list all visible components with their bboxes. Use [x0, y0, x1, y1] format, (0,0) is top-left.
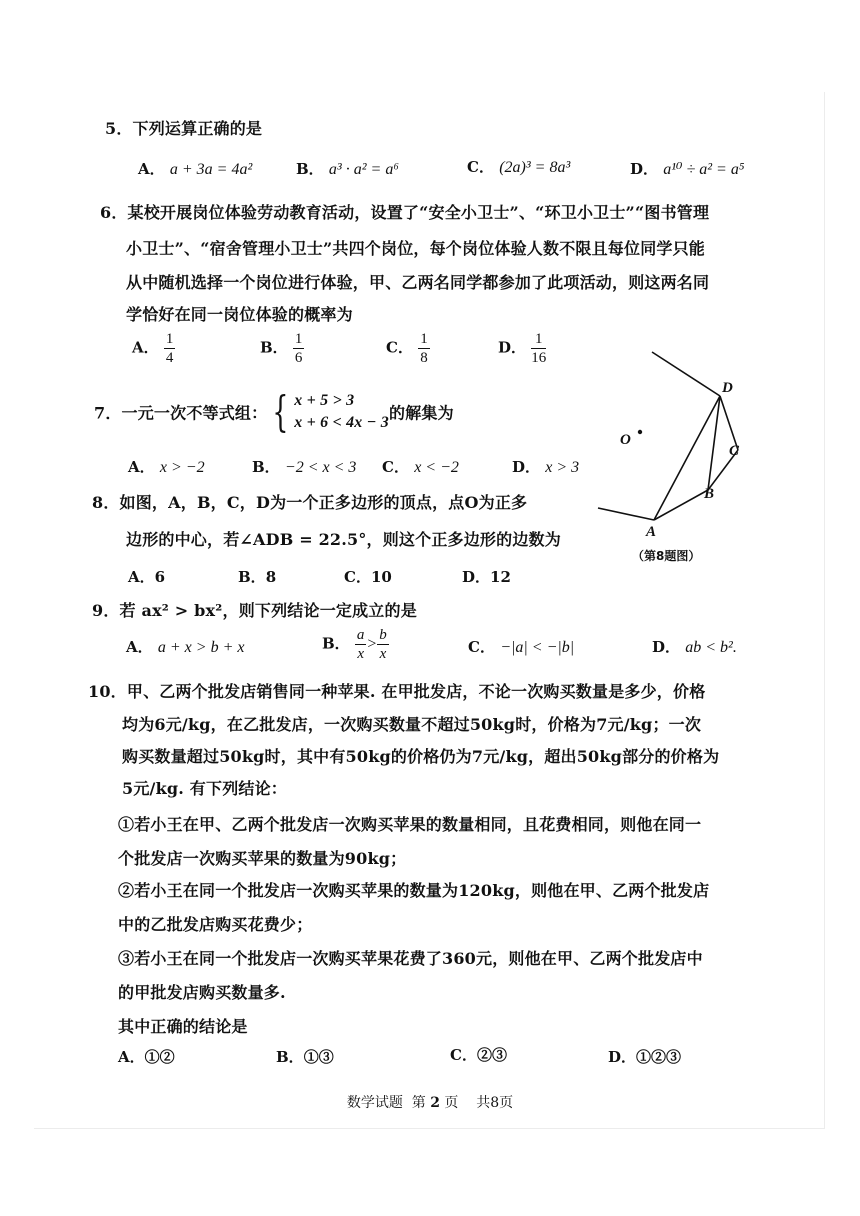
q6-line-1: 6．某校开展岗位体验劳动教育活动，设置了“安全小卫士”、“环卫小卫士”“图书管理 — [100, 203, 710, 222]
footer-page-unit: 页 — [444, 1095, 459, 1111]
q8-line-1: 8．如图，A，B，C，D为一个正多边形的顶点，点O为正多 — [92, 493, 528, 512]
q6-line-3: 从中随机选择一个岗位进行体验，甲、乙两名同学都参加了此项活动，则这两名同 — [126, 273, 710, 292]
q6-option-d[interactable]: D． $\frac{1}{16}$ — [498, 331, 547, 366]
figure-label-d: D — [722, 380, 733, 396]
q10-option-d[interactable]: D．①②③ — [608, 1048, 682, 1066]
q7-option-d[interactable]: D． x > 3 — [512, 458, 580, 476]
q7-inequality-1: x + 5 > 3 — [294, 392, 355, 409]
q5-option-a[interactable]: A． a + 3a = 4a² — [138, 160, 253, 178]
q6-line-4: 学恰好在同一岗位体验的概率为 — [126, 305, 353, 324]
figure-center-point — [638, 430, 642, 434]
q5-stem: 5．下列运算正确的是 — [105, 119, 263, 138]
q5-option-c[interactable]: C． (2a)³ = 8a³ — [467, 158, 571, 176]
q10-option-c[interactable]: C．②③ — [450, 1046, 507, 1064]
figure-edge — [652, 352, 720, 396]
q9-option-a[interactable]: A． a + x > b + x — [126, 638, 245, 656]
q6-option-b[interactable]: B． $\frac{1}{6}$ — [260, 331, 303, 366]
q10-conclusion-2-line-1: ②若小王在同一个批发店一次购买苹果的数量为120kg，则他在甲、乙两个批发店 — [118, 881, 710, 900]
q8-option-c[interactable]: C．10 — [344, 568, 392, 586]
q6-line-2: 小卫士”、“宿舍管理小卫士”共四个岗位，每个岗位体验人数不限且每位同学只能 — [126, 239, 706, 258]
q10-conclusion-1-line-1: ①若小王在甲、乙两个批发店一次购买苹果的数量相同，且花费相同，则他在同一 — [118, 815, 702, 834]
q9-option-c[interactable]: C． −|a| < −|b| — [468, 638, 575, 656]
polygon-figure — [590, 340, 760, 570]
q10-line-4: 5元/kg. 有下列结论： — [122, 779, 287, 798]
q5-option-b[interactable]: B． a³ · a² = a⁶ — [296, 160, 399, 178]
q10-line-2: 均为6元/kg，在乙批发店，一次购买数量不超过50kg时，价格为7元/kg；一次 — [122, 715, 702, 734]
q10-line-1: 10．甲、乙两个批发店销售同一种苹果. 在甲批发店，不论一次购买数量是多少，价格 — [88, 682, 706, 701]
figure-caption: （第8题图） — [632, 549, 701, 563]
footer-total-number: 8 — [490, 1095, 500, 1111]
q8-option-a[interactable]: A．6 — [128, 568, 166, 586]
q10-option-b[interactable]: B．①③ — [276, 1048, 334, 1066]
footer-subject: 数学试题 — [346, 1095, 403, 1111]
figure-label-a: A — [646, 524, 657, 540]
q7-option-b[interactable]: B． −2 < x < 3 — [252, 458, 357, 476]
figure-label-c: C — [729, 443, 740, 459]
figure-label-o: O — [620, 432, 631, 448]
q6-option-a[interactable]: A． $\frac{1}{4}$ — [132, 331, 174, 366]
footer-total-unit: 页 — [499, 1095, 514, 1111]
q8-option-b[interactable]: B．8 — [238, 568, 277, 586]
q7-inequality-2: x + 6 < 4x − 3 — [294, 414, 389, 431]
footer-page-number: 2 — [430, 1095, 440, 1111]
q7-stem: 7．一元一次不等式组： { x + 5 > 3 x + 6 < 4x − 3 的解集为 — [94, 387, 454, 436]
q9-option-b[interactable]: B． $\frac{a}{x}$ > $\frac{b}{x}$ — [322, 627, 387, 662]
q5-option-d[interactable]: D． a¹⁰ ÷ a² = a⁵ — [630, 160, 745, 178]
q10-option-a[interactable]: A．①② — [118, 1048, 175, 1066]
q6-option-c[interactable]: C． $\frac{1}{8}$ — [386, 331, 428, 366]
page-footer — [0, 1092, 860, 1112]
q10-conclusion-1-line-2: 个批发店一次购买苹果的数量为90kg； — [118, 849, 407, 868]
q10-conclusion-2-line-2: 中的乙批发店购买花费少； — [118, 915, 313, 934]
q8-line-2: 边形的中心，若∠ADB = 22.5°，则这个正多边形的边数为 — [126, 530, 561, 549]
q8-option-d[interactable]: D．12 — [462, 568, 511, 586]
q10-conclusion-3-line-1: ③若小王在同一个批发店一次购买苹果花费了360元，则他在甲、乙两个批发店中 — [118, 949, 703, 968]
q10-conclusion-3-line-2: 的甲批发店购买数量多. — [118, 983, 286, 1002]
figure-edge — [598, 508, 654, 520]
q9-option-d[interactable]: D． ab < b². — [652, 638, 737, 656]
footer-total-prefix: 共 — [476, 1095, 491, 1111]
q7-option-a[interactable]: A． x > −2 — [128, 458, 205, 476]
q10-prompt: 其中正确的结论是 — [118, 1017, 248, 1036]
figure-edge-dc — [720, 396, 738, 450]
footer-page-prefix: 第 — [411, 1095, 426, 1111]
q9-stem: 9．若 ax² > bx²，则下列结论一定成立的是 — [92, 601, 417, 620]
figure-label-b: B — [704, 486, 715, 502]
q10-line-3: 购买数量超过50kg时，其中有50kg的价格仍为7元/kg，超出50kg部分的价格为 — [122, 747, 720, 766]
q7-option-c[interactable]: C． x < −2 — [382, 458, 459, 476]
